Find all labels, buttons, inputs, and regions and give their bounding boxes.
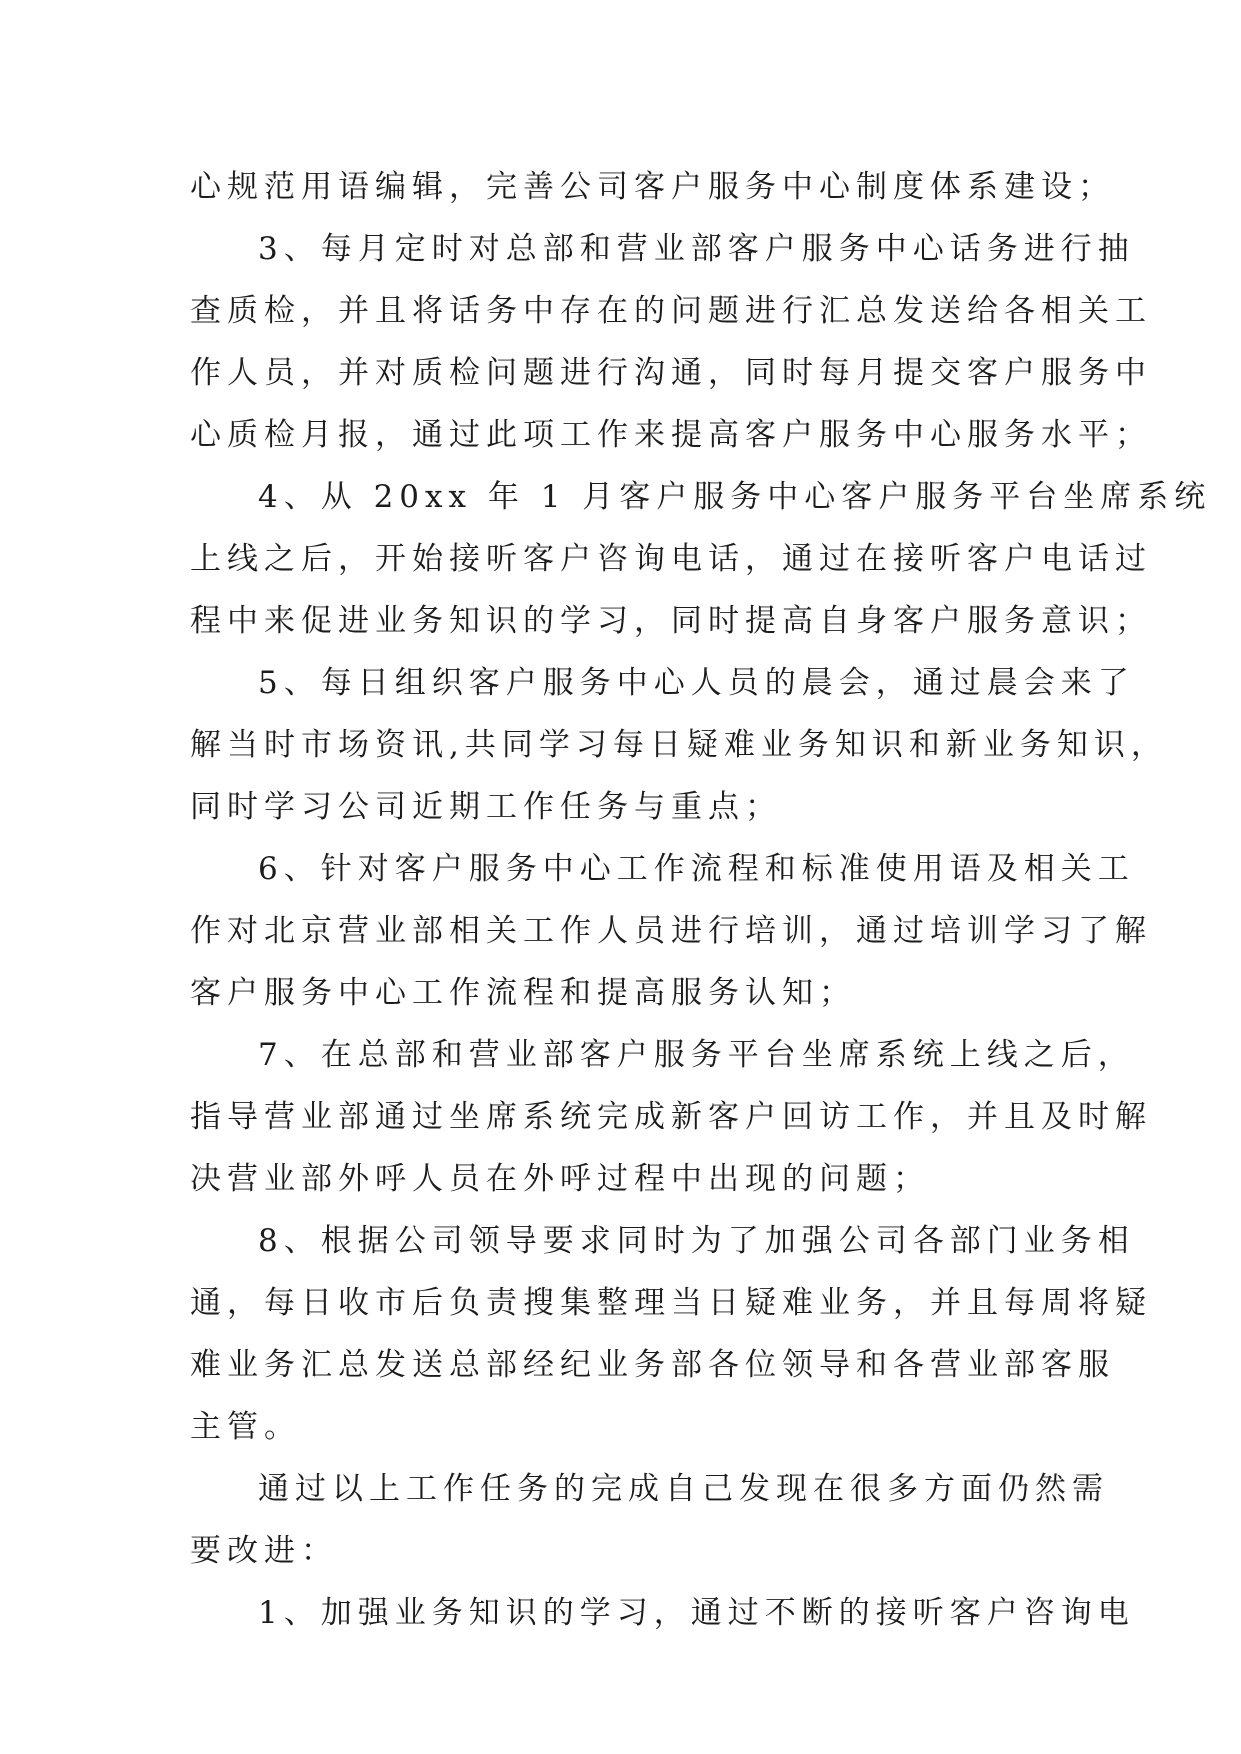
text-line: 5、每日组织客户服务中心人员的晨会，通过晨会来了 (258, 665, 1135, 701)
document-body (190, 156, 1212, 1644)
text-line: 查质检，并且将话务中存在的问题进行汇总发送给各相关工 (190, 293, 1152, 329)
text-line: 心质检月报，通过此项工作来提高客户服务中心服务水平； (190, 417, 1152, 453)
text-line: 7、在总部和营业部客户服务平台坐席系统上线之后， (258, 1037, 1135, 1073)
text-line: 决营业部外呼人员在外呼过程中出现的问题； (190, 1161, 930, 1197)
text-line: 8、根据公司领导要求同时为了加强公司各部门业务相 (258, 1223, 1135, 1259)
text-line: 6、针对客户服务中心工作流程和标准使用语及相关工 (258, 851, 1135, 887)
text-line: 解当时市场资讯,共同学习每日疑难业务知识和新业务知识， (190, 727, 1168, 763)
text-line: 同时学习公司近期工作任务与重点； (190, 789, 782, 825)
text-line: 通过以上工作任务的完成自己发现在很多方面仍然需 (258, 1471, 1109, 1507)
text-line: 主管。 (190, 1409, 301, 1445)
text-line: 程中来促进业务知识的学习，同时提高自身客户服务意识； (190, 603, 1152, 639)
text-line: 要改进： (190, 1533, 338, 1569)
text-line: 客户服务中心工作流程和提高服务认知； (190, 975, 856, 1011)
text-line: 作人员，并对质检问题进行沟通，同时每月提交客户服务中 (190, 355, 1152, 391)
text-line: 心规范用语编辑，完善公司客户服务中心制度体系建设； (190, 169, 1115, 205)
text-line: 通，每日收市后负责搜集整理当日疑难业务，并且每周将疑 (190, 1285, 1152, 1321)
text-line: 4、从 20xx 年 1 月客户服务中心客户服务平台坐席系统 (258, 479, 1212, 515)
text-line: 上线之后，开始接听客户咨询电话，通过在接听客户电话过 (190, 541, 1152, 577)
text-line: 难业务汇总发送总部经纪业务部各位领导和各营业部客服 (190, 1347, 1115, 1383)
text-line: 指导营业部通过坐席系统完成新客户回访工作，并且及时解 (190, 1099, 1152, 1135)
text-line: 1、加强业务知识的学习，通过不断的接听客户咨询电 (258, 1595, 1135, 1631)
text-line: 作对北京营业部相关工作人员进行培训，通过培训学习了解 (190, 913, 1152, 949)
text-line: 3、每月定时对总部和营业部客户服务中心话务进行抽 (258, 231, 1135, 267)
